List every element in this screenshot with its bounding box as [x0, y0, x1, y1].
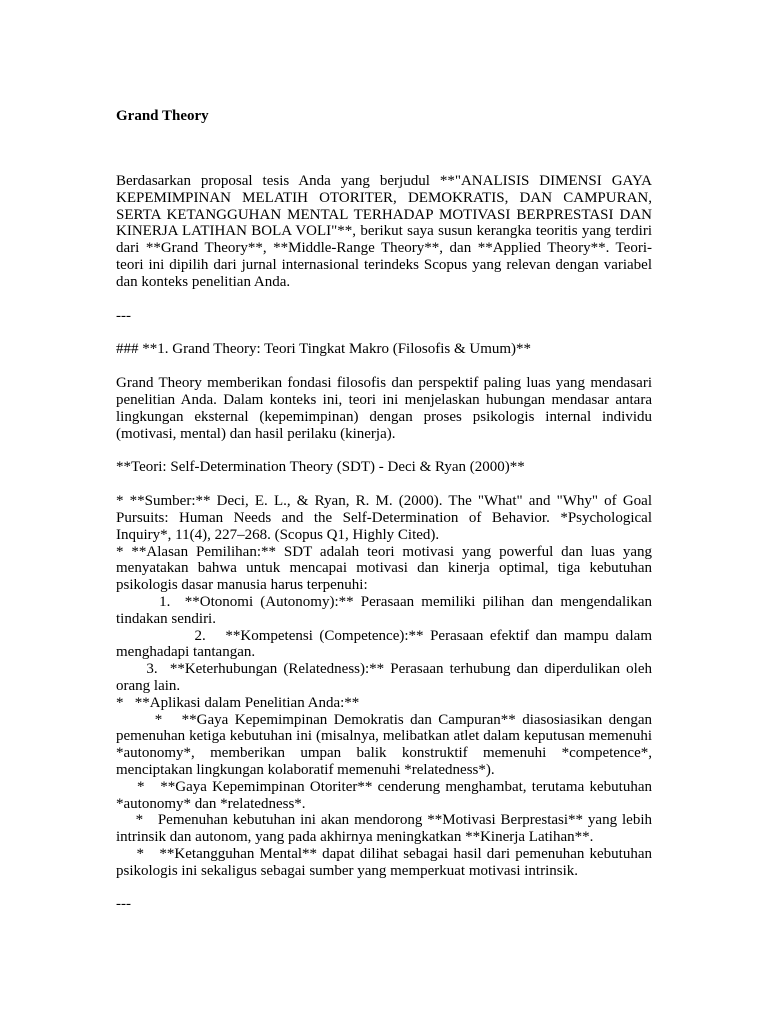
- list-item-autonomy: 1. **Otonomi (Autonomy):** Perasaan memiliki pilihan dan mengendalikan tindakan sendiri.: [116, 593, 656, 627]
- list-item-rationale: * **Alasan Pemilihan:** SDT adalah teori motivasi yang powerful dan luas yang menyatakan bahwa untuk mencapai motivasi dan kinerja optimal, tiga kebutuhan psikologis dasar manusia harus terpenuhi:: [116, 543, 652, 594]
- list-item-relatedness: 3. **Keterhubungan (Relatedness):** Perasaan terhubung dan diperdulikan oleh orang lain.: [116, 661, 656, 694]
- grand-theory-paragraph: Grand Theory memberikan fondasi filosofis dan perspektif paling luas yang mendasari penelitian Anda. Dalam konteks ini, teori ini menjelaskan hubungan mendasar antara lingkungan eksternal (kepemimpinan) dengan proses psikologis internal individu (motivasi, mental) dan hasil perilaku (kinerja).: [116, 375, 652, 442]
- spacer: [116, 125, 652, 173]
- list-item-motivation: * Pemenuhan kebutuhan ini akan mendorong **Motivasi Berprestasi** yang lebih intrinsik dan autonom, yang pada akhirnya meningkatkan **Kinerja Latihan**.: [116, 812, 656, 846]
- section-divider: ---: [116, 307, 131, 324]
- list-item-mental-toughness: * **Ketangguhan Mental** dapat dilihat sebagai hasil dari pemenuhan kebutuhan psikologis ini sekaligus sebagai sumber yang memperkuat motivasi intrinsik.: [116, 845, 656, 879]
- theory-heading: **Teori: Self-Determination Theory (SDT) - Deci & Ryan (2000)**: [116, 459, 525, 476]
- spacer: [116, 324, 652, 341]
- end-divider: ---: [116, 896, 131, 913]
- spacer: [116, 442, 652, 459]
- spacer: [116, 291, 652, 308]
- intro-paragraph: Berdasarkan proposal tesis Anda yang berjudul **"ANALISIS DIMENSI GAYA KEPEMIMPINAN MELATIH OTORITER, DEMOKRATIS, DAN CAMPURAN, SERTA KETANGGUHAN MENTAL TERHADAP MOTIVASI BERPRESTASI DAN KINERJA LATIHAN BOLA VOLI"**, berikut saya susun kerangka teoritis yang terdiri dari **Grand Theory**, **Middle-Range Theory**, dan **Applied Theory**. Teori-teori ini dipilih dari jurnal internasional terindeks Scopus yang relevan dengan variabel dan konteks penelitian Anda.: [116, 173, 652, 290]
- list-item-democratic: * **Gaya Kepemimpinan Demokratis dan Campuran** diasosiasikan dengan pemenuhan ketiga kebutuhan ini (misalnya, melibatkan atlet dalam keputusan memenuhi *autonomy*, memberikan umpan balik konstruktif memenuhi *competence*, menciptakan lingkungan kolaboratif memenuhi *relatedness*).: [116, 711, 656, 778]
- list-item-authoritarian: * **Gaya Kepemimpinan Otoriter** cenderung menghambat, terutama kebutuhan *autonomy* dan *relatedness*.: [116, 778, 656, 812]
- section-heading: ### **1. Grand Theory: Teori Tingkat Makro (Filosofis & Umum)**: [116, 341, 532, 358]
- list-item-source: * **Sumber:** Deci, E. L., & Ryan, R. M. (2000). The "What" and "Why" of Goal Pursuits: Human Needs and the Self-Determination of Behavior. *Psychological Inquiry*, 11(4), 227–268. (Scopus Q1, Highly Cited).: [116, 493, 652, 543]
- spacer: [116, 358, 652, 375]
- spacer: [116, 476, 652, 493]
- list-item-application: * **Aplikasi dalam Penelitian Anda:**: [116, 694, 360, 711]
- document-title: Grand Theory: [116, 108, 209, 124]
- document-page: [116, 108, 656, 913]
- spacer: [116, 879, 652, 896]
- list-item-competence: 2. **Kompetensi (Competence):** Perasaan efektif dan mampu dalam menghadapi tantangan.: [116, 627, 656, 661]
